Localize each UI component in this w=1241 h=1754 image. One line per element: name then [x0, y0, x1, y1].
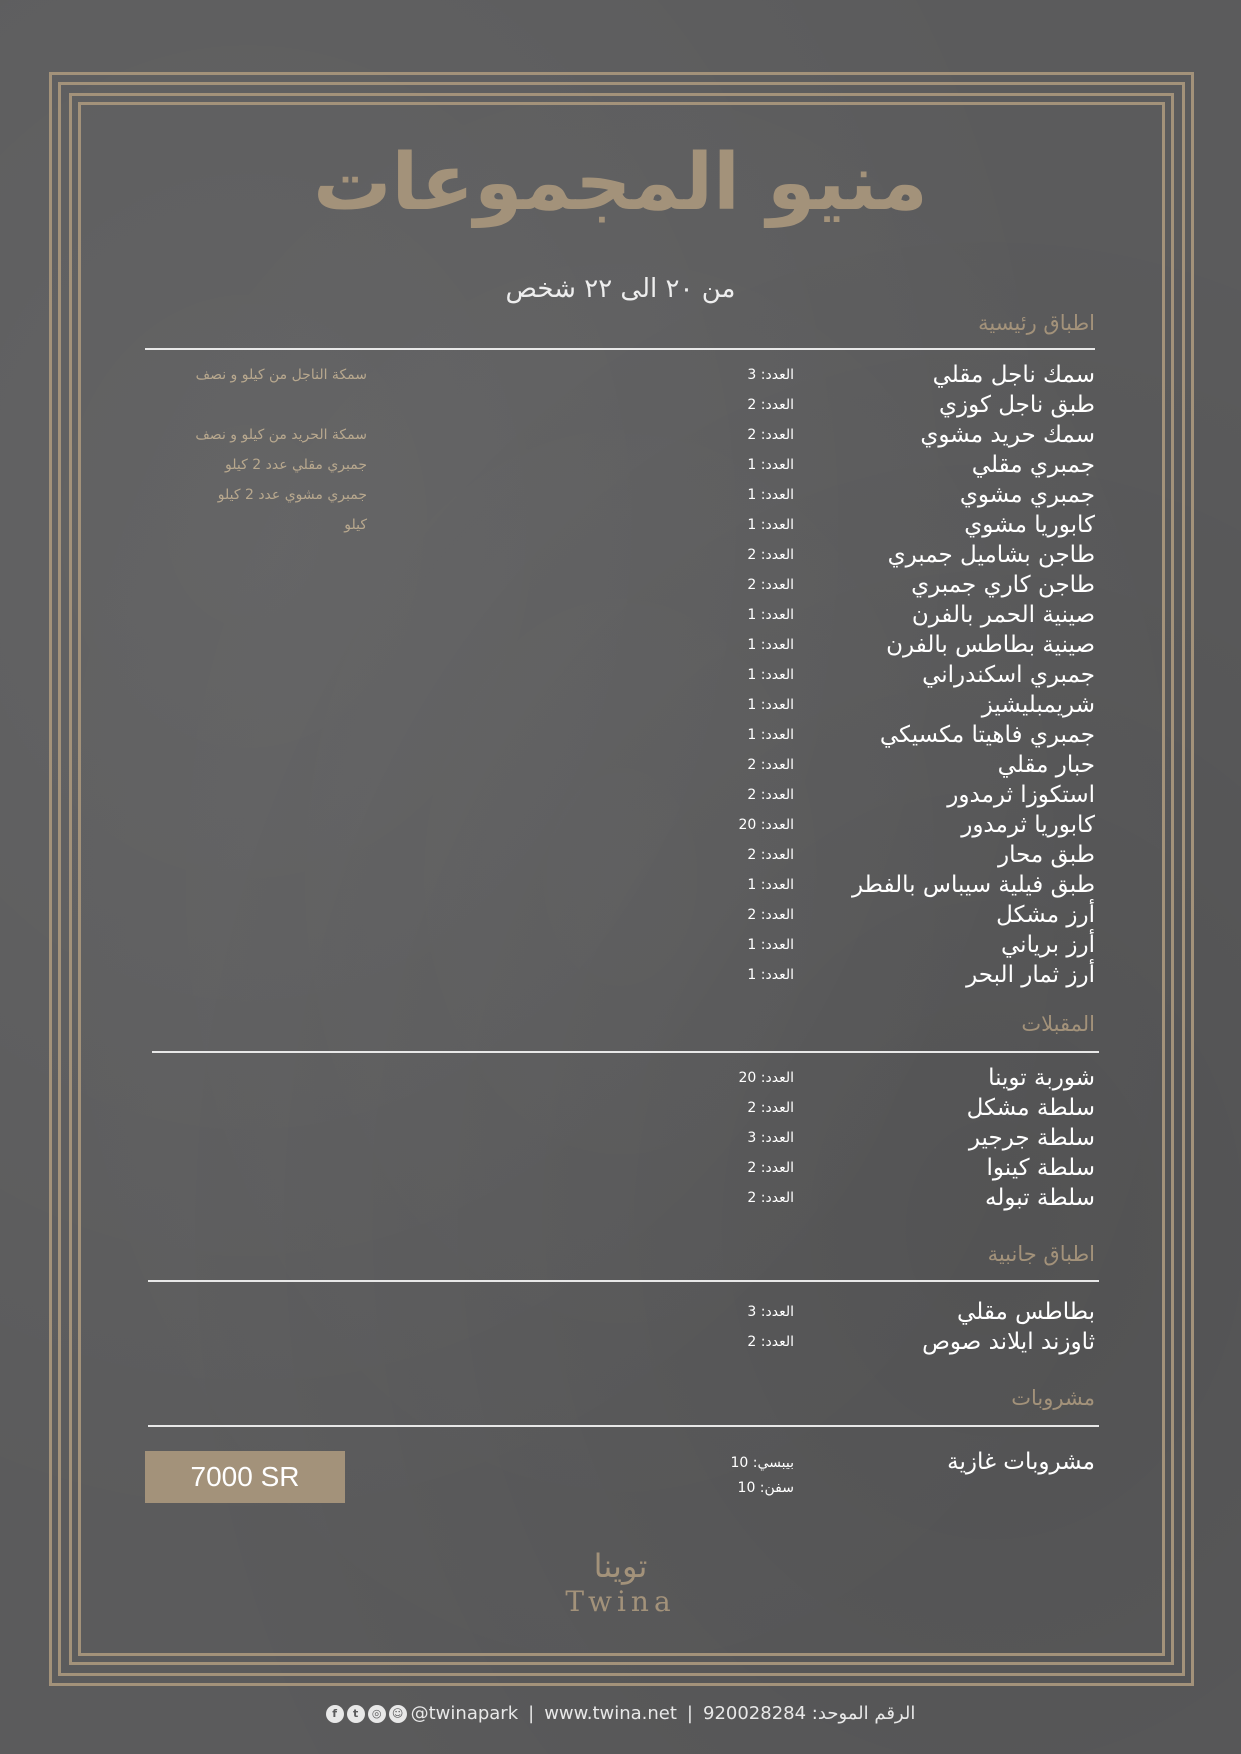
list-item — [140, 360, 1095, 390]
item-name: جمبري فاهيتا مكسيكي — [879, 722, 1095, 748]
item-name: طاجن بشاميل جمبري — [887, 542, 1095, 568]
list-item — [140, 660, 1095, 690]
item-count: العدد: 1 — [747, 937, 794, 953]
item-name: سمك ناجل مقلي — [932, 362, 1095, 388]
item-note: كيلو — [344, 517, 367, 533]
item-count: العدد: 1 — [747, 517, 794, 533]
item-name: كابوريا ثرمدور — [961, 812, 1095, 838]
item-count: العدد: 2 — [747, 1190, 794, 1206]
item-name: مشروبات غازية — [947, 1449, 1095, 1475]
item-name: حبار مقلي — [997, 752, 1095, 778]
website-link[interactable]: www.twina.net — [544, 1703, 677, 1724]
item-count: العدد: 20 — [738, 817, 794, 833]
section-title-sides: اطباق جانبية — [987, 1242, 1095, 1266]
list-item — [140, 1153, 1095, 1183]
logo-arabic: توينا — [593, 1547, 648, 1585]
list-item — [140, 1297, 1095, 1327]
item-name: سلطة جرجير — [968, 1125, 1095, 1151]
item-count: العدد: 3 — [747, 1304, 794, 1320]
item-name: سلطة تبوله — [985, 1185, 1095, 1211]
list-item — [140, 870, 1095, 900]
item-note: جمبري مشوي عدد 2 كيلو — [217, 487, 367, 503]
divider-sides — [148, 1280, 1099, 1282]
drink-count-pepsi: بيبسي: 10 — [730, 1455, 794, 1471]
section-title-appetizers: المقبلات — [1021, 1012, 1095, 1036]
item-name: طبق ناجل كوزي — [938, 392, 1095, 418]
list-item — [140, 480, 1095, 510]
item-count: العدد: 1 — [747, 457, 794, 473]
list-item — [140, 780, 1095, 810]
item-name: سلطة كينوا — [986, 1155, 1095, 1181]
item-count: العدد: 2 — [747, 547, 794, 563]
list-item — [140, 540, 1095, 570]
social-icons — [326, 1705, 407, 1723]
item-name: شريمبليشيز — [981, 692, 1095, 718]
item-count: العدد: 2 — [747, 1100, 794, 1116]
item-count: العدد: 3 — [747, 1130, 794, 1146]
item-note: سمكة الناجل من كيلو و نصف — [195, 367, 367, 383]
list-item — [140, 1093, 1095, 1123]
list-item — [140, 840, 1095, 870]
item-count: العدد: 2 — [747, 1334, 794, 1350]
item-count: العدد: 2 — [747, 757, 794, 773]
item-name: سلطة مشكل — [966, 1095, 1095, 1121]
menu-title: منيو المجموعات — [313, 138, 928, 228]
list-item — [140, 600, 1095, 630]
item-name: شوربة توينا — [988, 1065, 1095, 1091]
separator: | — [528, 1703, 535, 1724]
instagram-icon[interactable]: ◎ — [368, 1705, 386, 1723]
item-name: سمك حريد مشوي — [920, 422, 1095, 448]
item-name: جمبري اسكندراني — [922, 662, 1095, 688]
divider-drinks — [148, 1425, 1099, 1427]
item-name: بطاطس مقلي — [957, 1299, 1095, 1325]
footer — [0, 1703, 1241, 1724]
item-count: العدد: 1 — [747, 727, 794, 743]
list-item — [140, 390, 1095, 420]
list-item — [140, 900, 1095, 930]
list-item — [140, 720, 1095, 750]
list-item — [140, 960, 1095, 990]
item-name: جمبري مقلي — [971, 452, 1095, 478]
item-name: كابوريا مشوي — [964, 512, 1095, 538]
item-note: سمكة الحريد من كيلو و نصف — [195, 427, 367, 443]
divider-appetizers — [152, 1051, 1099, 1053]
item-name: ثاوزند ايلاند صوص — [922, 1329, 1095, 1355]
item-count: العدد: 20 — [738, 1070, 794, 1086]
item-name: أرز برياني — [1001, 932, 1095, 958]
item-count: العدد: 2 — [747, 1160, 794, 1176]
item-name: طبق محار — [997, 842, 1095, 868]
phone-number: الرقم الموحد: 920028284 — [703, 1703, 916, 1724]
item-count: العدد: 1 — [747, 667, 794, 683]
drink-counts — [634, 1451, 794, 1501]
item-name: طاجن كاري جمبري — [911, 572, 1095, 598]
list-item — [140, 690, 1095, 720]
item-name: طبق فيلية سيباس بالفطر — [851, 872, 1095, 898]
divider-main — [145, 348, 1095, 350]
list-item — [140, 930, 1095, 960]
list-item — [140, 1327, 1095, 1357]
list-item — [140, 510, 1095, 540]
section-title-main: اطباق رئيسية — [978, 311, 1095, 335]
drink-count-7up: سفن: 10 — [737, 1480, 794, 1496]
item-name: صينية بطاطس بالفرن — [886, 632, 1095, 658]
item-note: جمبري مقلي عدد 2 كيلو — [225, 457, 367, 473]
item-count: العدد: 1 — [747, 487, 794, 503]
item-count: العدد: 2 — [747, 847, 794, 863]
list-item — [140, 1123, 1095, 1153]
list-item — [140, 750, 1095, 780]
twitter-icon[interactable]: t — [347, 1705, 365, 1723]
list-item — [140, 630, 1095, 660]
item-count: العدد: 1 — [747, 637, 794, 653]
item-count: العدد: 2 — [747, 577, 794, 593]
item-count: العدد: 2 — [747, 907, 794, 923]
social-handle[interactable]: @twinapark — [410, 1703, 519, 1724]
item-count: العدد: 1 — [747, 697, 794, 713]
item-name: أرز مشكل — [996, 902, 1095, 928]
logo-english: Twina — [565, 1585, 676, 1618]
item-count: العدد: 1 — [747, 607, 794, 623]
item-count: العدد: 1 — [747, 967, 794, 983]
item-count: العدد: 2 — [747, 427, 794, 443]
item-name: أرز ثمار البحر — [966, 962, 1095, 988]
list-item — [140, 1183, 1095, 1213]
list-item — [140, 810, 1095, 840]
item-name: استكوزا ثرمدور — [947, 782, 1095, 808]
list-item — [140, 1063, 1095, 1093]
item-count: العدد: 2 — [747, 787, 794, 803]
snapchat-icon[interactable]: ☺ — [389, 1705, 407, 1723]
menu-subtitle: من ٢٠ الى ٢٢ شخص — [505, 274, 736, 304]
list-item — [140, 450, 1095, 480]
twina-logo — [0, 1547, 1241, 1619]
list-item — [140, 570, 1095, 600]
item-count: العدد: 1 — [747, 877, 794, 893]
list-item — [140, 420, 1095, 450]
section-title-drinks: مشروبات — [1011, 1386, 1095, 1410]
item-count: العدد: 3 — [747, 367, 794, 383]
item-count: العدد: 2 — [747, 397, 794, 413]
item-name: جمبري مشوي — [959, 482, 1095, 508]
facebook-icon[interactable]: f — [326, 1705, 344, 1723]
item-name: صينية الحمر بالفرن — [911, 602, 1095, 628]
separator: | — [686, 1703, 693, 1724]
price-badge: 7000 SR — [145, 1451, 345, 1503]
